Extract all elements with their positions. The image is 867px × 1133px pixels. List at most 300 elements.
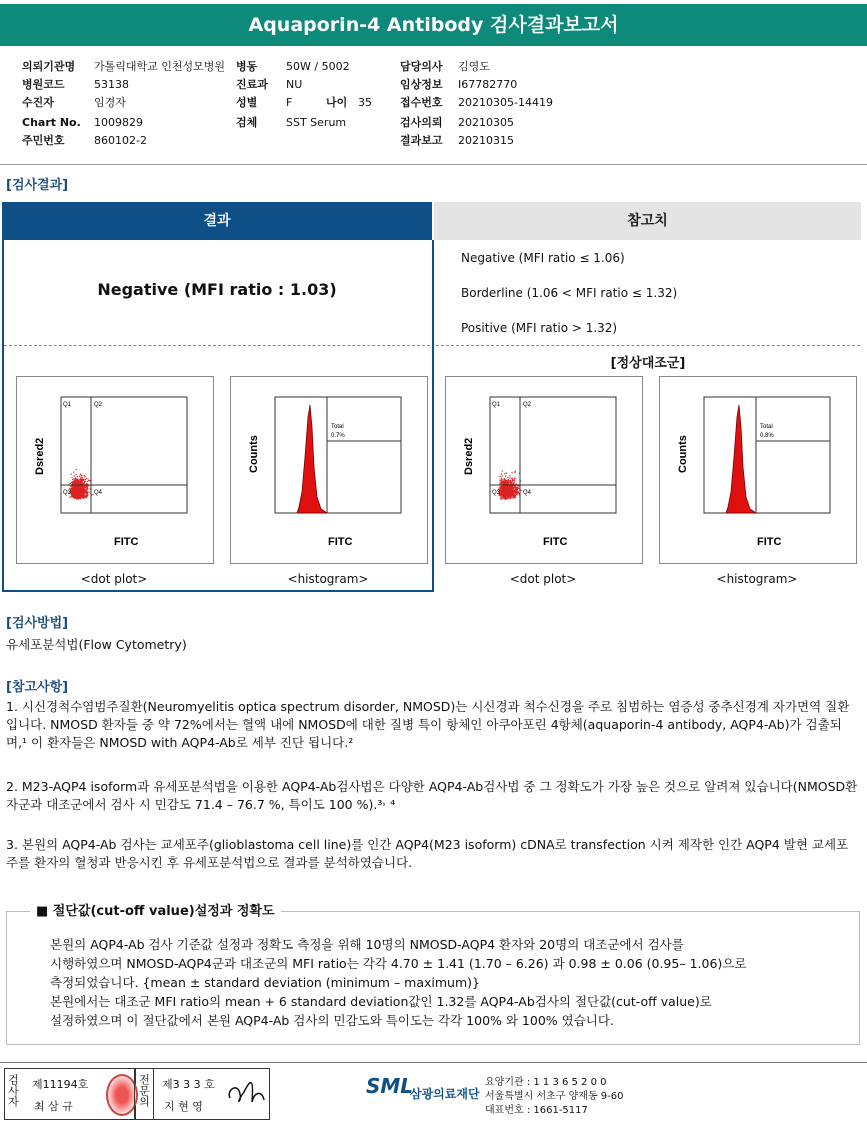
event-dot	[82, 479, 83, 480]
event-dot	[87, 495, 88, 496]
histogram-svg	[660, 377, 856, 563]
event-dot	[510, 488, 511, 489]
event-dot	[71, 488, 72, 489]
event-dot	[85, 479, 86, 480]
event-dot	[75, 497, 76, 498]
event-dot	[84, 475, 85, 476]
event-dot	[74, 492, 75, 493]
event-dot	[511, 487, 512, 488]
control-label: [정상대조군]	[610, 356, 686, 371]
event-dot	[507, 477, 508, 478]
event-dot	[500, 488, 501, 489]
info-row	[22, 94, 126, 112]
event-dot	[512, 480, 513, 481]
event-dot	[74, 488, 75, 489]
event-dot	[502, 498, 503, 499]
doctor-name: 지 현 영	[164, 1100, 203, 1113]
event-dot	[78, 492, 79, 493]
event-dot	[81, 497, 82, 498]
event-dot	[515, 488, 516, 489]
event-dot	[509, 475, 510, 476]
event-dot	[501, 486, 502, 487]
event-dot	[82, 483, 83, 484]
event-dot	[502, 490, 503, 491]
event-dot	[78, 480, 79, 481]
event-dot	[517, 494, 518, 495]
event-dot	[515, 493, 516, 494]
section-result-title: [검사결과]	[6, 178, 69, 193]
note-3: 3. 본원의 AQP4-Ab 검사는 교세포주(glioblastoma cell line)를 인간 AQP4(M23 isoform) cDNA로 transfection 시켜 제작한 인간 AQP4 발현 교세포주를 환자의 혈청과 반응시킨 후 유세포분석법으로 결과를 분석하였습니다.	[6, 837, 849, 870]
event-dot	[507, 480, 508, 481]
info-row	[400, 114, 514, 132]
ref-negative: Negative (MFI ratio ≤ 1.06)	[461, 251, 625, 265]
dot-plot-svg	[17, 377, 213, 563]
info-key: 임상정보	[400, 78, 443, 91]
event-dot	[73, 483, 74, 484]
event-dot	[85, 496, 86, 497]
event-dot	[86, 493, 87, 494]
ref-borderline: Borderline (1.06 < MFI ratio ≤ 1.32)	[461, 286, 678, 300]
patient-dot-plot	[16, 376, 214, 564]
event-dot	[75, 494, 76, 495]
event-dot	[499, 481, 500, 482]
event-dot	[89, 492, 90, 493]
event-dot	[503, 498, 504, 499]
event-dot	[83, 493, 84, 494]
event-dot	[74, 481, 75, 482]
event-dot	[72, 494, 73, 495]
event-dot	[75, 483, 76, 484]
event-dot	[75, 495, 76, 496]
event-dot	[75, 478, 76, 479]
event-dot	[512, 487, 513, 488]
cutoff-text	[50, 935, 840, 1030]
plot-frame	[275, 397, 401, 513]
info-row	[400, 132, 514, 150]
event-dot	[513, 489, 514, 490]
info-value: 가톨릭대학교 인천성모병원	[94, 60, 226, 73]
info-value: I67782770	[458, 78, 518, 91]
event-dot	[504, 497, 505, 498]
info-key: 병동	[236, 60, 258, 73]
quadrant-label: Q2	[94, 402, 103, 408]
reference-header: 참고치	[434, 202, 861, 240]
cutoff-title: ■ 절단값(cut-off value)설정과 정확도	[30, 900, 281, 919]
event-dot	[78, 497, 79, 498]
result-value: Negative (MFI ratio : 1.03)	[97, 280, 337, 299]
info-key: 주민번호	[22, 134, 65, 147]
histogram-svg	[231, 377, 427, 563]
caption-dot-plot: <dot plot>	[509, 572, 577, 586]
event-dot	[503, 487, 504, 488]
event-dot	[85, 487, 86, 488]
event-dot	[509, 495, 510, 496]
event-dot	[514, 482, 515, 483]
event-dot	[74, 480, 75, 481]
event-dot	[512, 483, 513, 484]
event-dot	[81, 482, 82, 483]
event-dot	[511, 497, 512, 498]
event-dot	[508, 488, 509, 489]
event-dot	[75, 479, 76, 480]
event-dot	[80, 493, 81, 494]
y-axis-label: Dsred2	[34, 437, 46, 475]
scatter-points	[69, 469, 93, 500]
org-phone: 대표번호 : 1661-5117	[485, 1105, 588, 1116]
plot-frame	[704, 397, 830, 513]
cutoff-line: 시행하였으며 NMOSD-AQP4군과 대조군의 MFI ratio는 각각 4.70 ± 1.41 (1.70 – 6.26) 과 0.98 ± 0.06 (0.95– 1.06)으로	[50, 956, 747, 971]
gate-percent: 0.7%	[331, 433, 345, 439]
event-dot	[81, 475, 82, 476]
event-dot	[72, 490, 73, 491]
event-dot	[83, 495, 84, 496]
result-header: 결과	[2, 202, 432, 240]
event-dot	[506, 487, 507, 488]
event-dot	[505, 492, 506, 493]
event-dot	[82, 480, 83, 481]
event-dot	[86, 488, 87, 489]
info-key: 결과보고	[400, 134, 443, 147]
info-value: SST Serum	[286, 116, 347, 129]
event-dot	[506, 494, 507, 495]
y-axis-label: Counts	[248, 435, 260, 473]
event-dot	[501, 481, 502, 482]
event-dot	[506, 496, 507, 497]
event-dot	[73, 486, 74, 487]
event-dot	[83, 488, 84, 489]
event-dot	[511, 490, 512, 491]
x-axis-label: FITC	[114, 536, 139, 548]
event-dot	[509, 497, 510, 498]
cutoff-line: 본원에서는 대조군 MFI ratio의 mean + 6 standard deviation값인 1.32를 AQP4-Ab검사의 절단값(cut-off value)로	[50, 994, 712, 1009]
x-axis-label: FITC	[543, 536, 568, 548]
dot-plot-svg	[446, 377, 642, 563]
note-2: 2. M23-AQP4 isoform과 유세포분석법을 이용한 AQP4-Ab검사법은 다양한 AQP4-Ab검사법 중 그 정확도가 가장 높은 것으로 알려져 있습니다(NMOSD환자군과 대조군에서 검사 시 민감도 71.4 – 76.7 %, 특이도 100 %).³˒ ⁴	[6, 779, 858, 812]
event-dot	[510, 481, 511, 482]
examiner-license: 제11194호	[32, 1078, 89, 1091]
event-dot	[73, 497, 74, 498]
event-dot	[507, 491, 508, 492]
event-dot	[513, 480, 514, 481]
event-dot	[505, 476, 506, 477]
event-dot	[85, 495, 86, 496]
dashed-divider	[4, 345, 430, 346]
event-dot	[500, 495, 501, 496]
event-dot	[73, 472, 74, 473]
event-dot	[73, 481, 74, 482]
event-dot	[501, 478, 502, 479]
info-row	[236, 94, 292, 112]
event-dot	[501, 473, 502, 474]
event-dot	[510, 490, 511, 491]
quadrant-label: Q2	[523, 402, 532, 408]
event-dot	[80, 478, 81, 479]
info-key: 담당의사	[400, 60, 443, 73]
event-dot	[78, 489, 79, 490]
event-dot	[503, 492, 504, 493]
event-dot	[77, 494, 78, 495]
event-dot	[500, 476, 501, 477]
event-dot	[81, 479, 82, 480]
event-dot	[504, 473, 505, 474]
event-dot	[508, 490, 509, 491]
info-key: 나이	[326, 96, 348, 109]
event-dot	[505, 480, 506, 481]
caption-histogram: <histogram>	[287, 572, 369, 586]
event-dot	[72, 491, 73, 492]
sml-logo: SML	[366, 1074, 414, 1098]
event-dot	[71, 474, 72, 475]
event-dot	[517, 491, 518, 492]
event-dot	[88, 480, 89, 481]
info-row	[326, 94, 372, 112]
event-dot	[500, 493, 501, 494]
caption-histogram: <histogram>	[716, 572, 798, 586]
event-dot	[513, 496, 514, 497]
info-key: 의뢰기관명	[22, 60, 76, 73]
event-dot	[516, 487, 517, 488]
event-dot	[500, 486, 501, 487]
event-dot	[502, 491, 503, 492]
event-dot	[79, 479, 80, 480]
event-dot	[509, 493, 510, 494]
event-dot	[70, 496, 71, 497]
event-dot	[503, 494, 504, 495]
event-dot	[86, 483, 87, 484]
org-name: 삼광의료재단	[410, 1087, 480, 1101]
event-dot	[82, 486, 83, 487]
ref-positive: Positive (MFI ratio > 1.32)	[461, 321, 618, 335]
event-dot	[502, 475, 503, 476]
event-dot	[79, 483, 80, 484]
info-value: 53138	[94, 78, 129, 91]
event-dot	[499, 480, 500, 481]
info-key: 성별	[236, 96, 258, 109]
dashed-divider	[436, 345, 860, 346]
method-text: 유세포분석법(Flow Cytometry)	[6, 637, 187, 652]
control-dot-plot	[445, 376, 643, 564]
event-dot	[81, 477, 82, 478]
patient-histogram	[230, 376, 428, 564]
event-dot	[511, 491, 512, 492]
info-row	[22, 114, 143, 132]
event-dot	[87, 488, 88, 489]
info-row	[22, 58, 225, 76]
event-dot	[77, 476, 78, 477]
event-dot	[515, 483, 516, 484]
event-dot	[69, 488, 70, 489]
event-dot	[80, 491, 81, 492]
event-dot	[72, 492, 73, 493]
info-value: 20210315	[458, 134, 514, 147]
event-dot	[509, 498, 510, 499]
event-dot	[521, 490, 522, 491]
event-dot	[73, 489, 74, 490]
event-dot	[73, 478, 74, 479]
event-dot	[501, 497, 502, 498]
gate-label: Total	[331, 424, 344, 430]
event-dot	[74, 475, 75, 476]
caption-dot-plot: <dot plot>	[80, 572, 148, 586]
event-dot	[83, 491, 84, 492]
event-dot	[84, 482, 85, 483]
signature	[224, 1072, 268, 1112]
event-dot	[514, 481, 515, 482]
event-dot	[71, 477, 72, 478]
cutoff-line: 본원의 AQP4-Ab 검사 기준값 설정과 정확도 측정을 위해 10명의 NMOSD-AQP4 환자와 20명의 대조군에서 검사를	[50, 937, 684, 952]
event-dot	[514, 497, 515, 498]
quadrant-label: Q3	[492, 490, 501, 496]
event-dot	[512, 481, 513, 482]
event-dot	[76, 474, 77, 475]
event-dot	[87, 486, 88, 487]
event-dot	[515, 472, 516, 473]
gate-label: Total	[760, 424, 773, 430]
event-dot	[509, 486, 510, 487]
event-dot	[518, 485, 519, 486]
histogram-peak	[726, 405, 756, 513]
section-notes-title: [참고사항]	[6, 680, 69, 695]
event-dot	[507, 494, 508, 495]
info-key: 수진자	[22, 96, 54, 109]
info-value: 임경자	[94, 96, 126, 109]
quadrant-label: Q1	[492, 402, 501, 408]
event-dot	[501, 480, 502, 481]
examiner-name: 최 삼 규	[34, 1100, 73, 1113]
event-dot	[506, 481, 507, 482]
event-dot	[518, 492, 519, 493]
event-dot	[76, 469, 77, 470]
event-dot	[77, 481, 78, 482]
info-row	[22, 76, 129, 94]
info-key: 진료과	[236, 78, 268, 91]
event-dot	[74, 490, 75, 491]
info-row	[400, 94, 553, 112]
info-key: 검사의뢰	[400, 116, 443, 129]
event-dot	[515, 491, 516, 492]
event-dot	[516, 488, 517, 489]
event-dot	[86, 491, 87, 492]
section-method-title: [검사방법]	[6, 616, 69, 631]
info-key: Chart No.	[22, 116, 81, 129]
event-dot	[80, 481, 81, 482]
histogram-peak	[297, 405, 327, 513]
event-dot	[514, 478, 515, 479]
event-dot	[503, 478, 504, 479]
event-dot	[517, 487, 518, 488]
info-value: 50W / 5002	[286, 60, 350, 73]
doctor-license: 제3 3 3 호	[162, 1078, 215, 1091]
event-dot	[81, 495, 82, 496]
event-dot	[512, 495, 513, 496]
event-dot	[502, 470, 503, 471]
event-dot	[511, 472, 512, 473]
event-dot	[81, 489, 82, 490]
event-dot	[70, 483, 71, 484]
info-value: 20210305	[458, 116, 514, 129]
note-1: 1. 시신경척수염범주질환(Neuromyelitis optica spectrum disorder, NMOSD)는 시신경과 척수신경을 주로 침범하는 염증성 중추신경계 자가면역 질환입니다. NMOSD 환자들 중 약 72%에서는 혈액 내에 NMOSD에 대한 질병 특이 항체인 아쿠아포린 4항체(aquaporin-4 antibody, AQP4-Ab)가 검출되며,¹ 이 환자들은 NMOSD with AQP4-Ab로 세부 진단 됩니다.²	[6, 699, 850, 750]
info-value: F	[286, 96, 293, 109]
event-dot	[504, 486, 505, 487]
quadrant-label: Q4	[523, 490, 532, 496]
event-dot	[86, 478, 87, 479]
event-dot	[506, 473, 507, 474]
org-address: 서울특별시 서초구 양재동 9-60	[485, 1091, 624, 1102]
event-dot	[76, 482, 77, 483]
event-dot	[505, 489, 506, 490]
y-axis-label: Counts	[677, 435, 689, 473]
info-key: 병원코드	[22, 78, 65, 91]
info-row	[400, 76, 517, 94]
org-code: 요양기관 : 1 1 3 6 5 2 0 0	[485, 1077, 607, 1088]
x-axis-label: FITC	[757, 536, 782, 548]
event-dot	[514, 486, 515, 487]
y-axis-label: Dsred2	[463, 437, 475, 475]
report-title: Aquaporin-4 Antibody 검사결과보고서	[0, 4, 867, 46]
x-axis-label: FITC	[328, 536, 353, 548]
event-dot	[502, 481, 503, 482]
event-dot	[76, 491, 77, 492]
event-dot	[77, 495, 78, 496]
event-dot	[507, 498, 508, 499]
info-row	[236, 76, 302, 94]
info-row	[400, 58, 490, 76]
info-value: NU	[286, 78, 303, 91]
event-dot	[72, 488, 73, 489]
event-dot	[87, 481, 88, 482]
doctor-label: 전문의	[137, 1074, 151, 1107]
event-dot	[511, 478, 512, 479]
cutoff-line: 설정하였으며 이 절단값에서 본원 AQP4-Ab 검사의 민감도와 특이도는 각각 100% 와 100% 였습니다.	[50, 1013, 614, 1028]
event-dot	[506, 491, 507, 492]
event-dot	[505, 482, 506, 483]
event-dot	[500, 498, 501, 499]
divider	[0, 164, 867, 165]
event-dot	[72, 479, 73, 480]
info-row	[236, 58, 350, 76]
examiner-label: 검사자	[6, 1074, 20, 1107]
control-histogram	[659, 376, 857, 564]
event-dot	[82, 487, 83, 488]
info-row	[236, 114, 346, 132]
info-value: 김영도	[458, 60, 490, 73]
cutoff-line: 측정되었습니다. {mean ± standard deviation (minimum – maximum)}	[50, 975, 480, 990]
info-key: 검체	[236, 116, 258, 129]
event-dot	[506, 492, 507, 493]
event-dot	[509, 478, 510, 479]
info-value: 20210305-14419	[458, 96, 553, 109]
info-row	[22, 132, 147, 150]
event-dot	[508, 482, 509, 483]
info-value: 860102-2	[94, 134, 147, 147]
event-dot	[77, 487, 78, 488]
event-dot	[504, 496, 505, 497]
quadrant-label: Q1	[63, 402, 72, 408]
event-dot	[87, 478, 88, 479]
event-dot	[76, 488, 77, 489]
info-value: 1009829	[94, 116, 143, 129]
event-dot	[513, 493, 514, 494]
event-dot	[81, 491, 82, 492]
event-dot	[506, 498, 507, 499]
gate-percent: 0.8%	[760, 433, 774, 439]
event-dot	[79, 476, 80, 477]
quadrant-label: Q4	[94, 490, 103, 496]
quadrant-label: Q3	[63, 490, 72, 496]
info-value: 35	[358, 96, 372, 109]
event-dot	[74, 486, 75, 487]
info-key: 접수번호	[400, 96, 443, 109]
